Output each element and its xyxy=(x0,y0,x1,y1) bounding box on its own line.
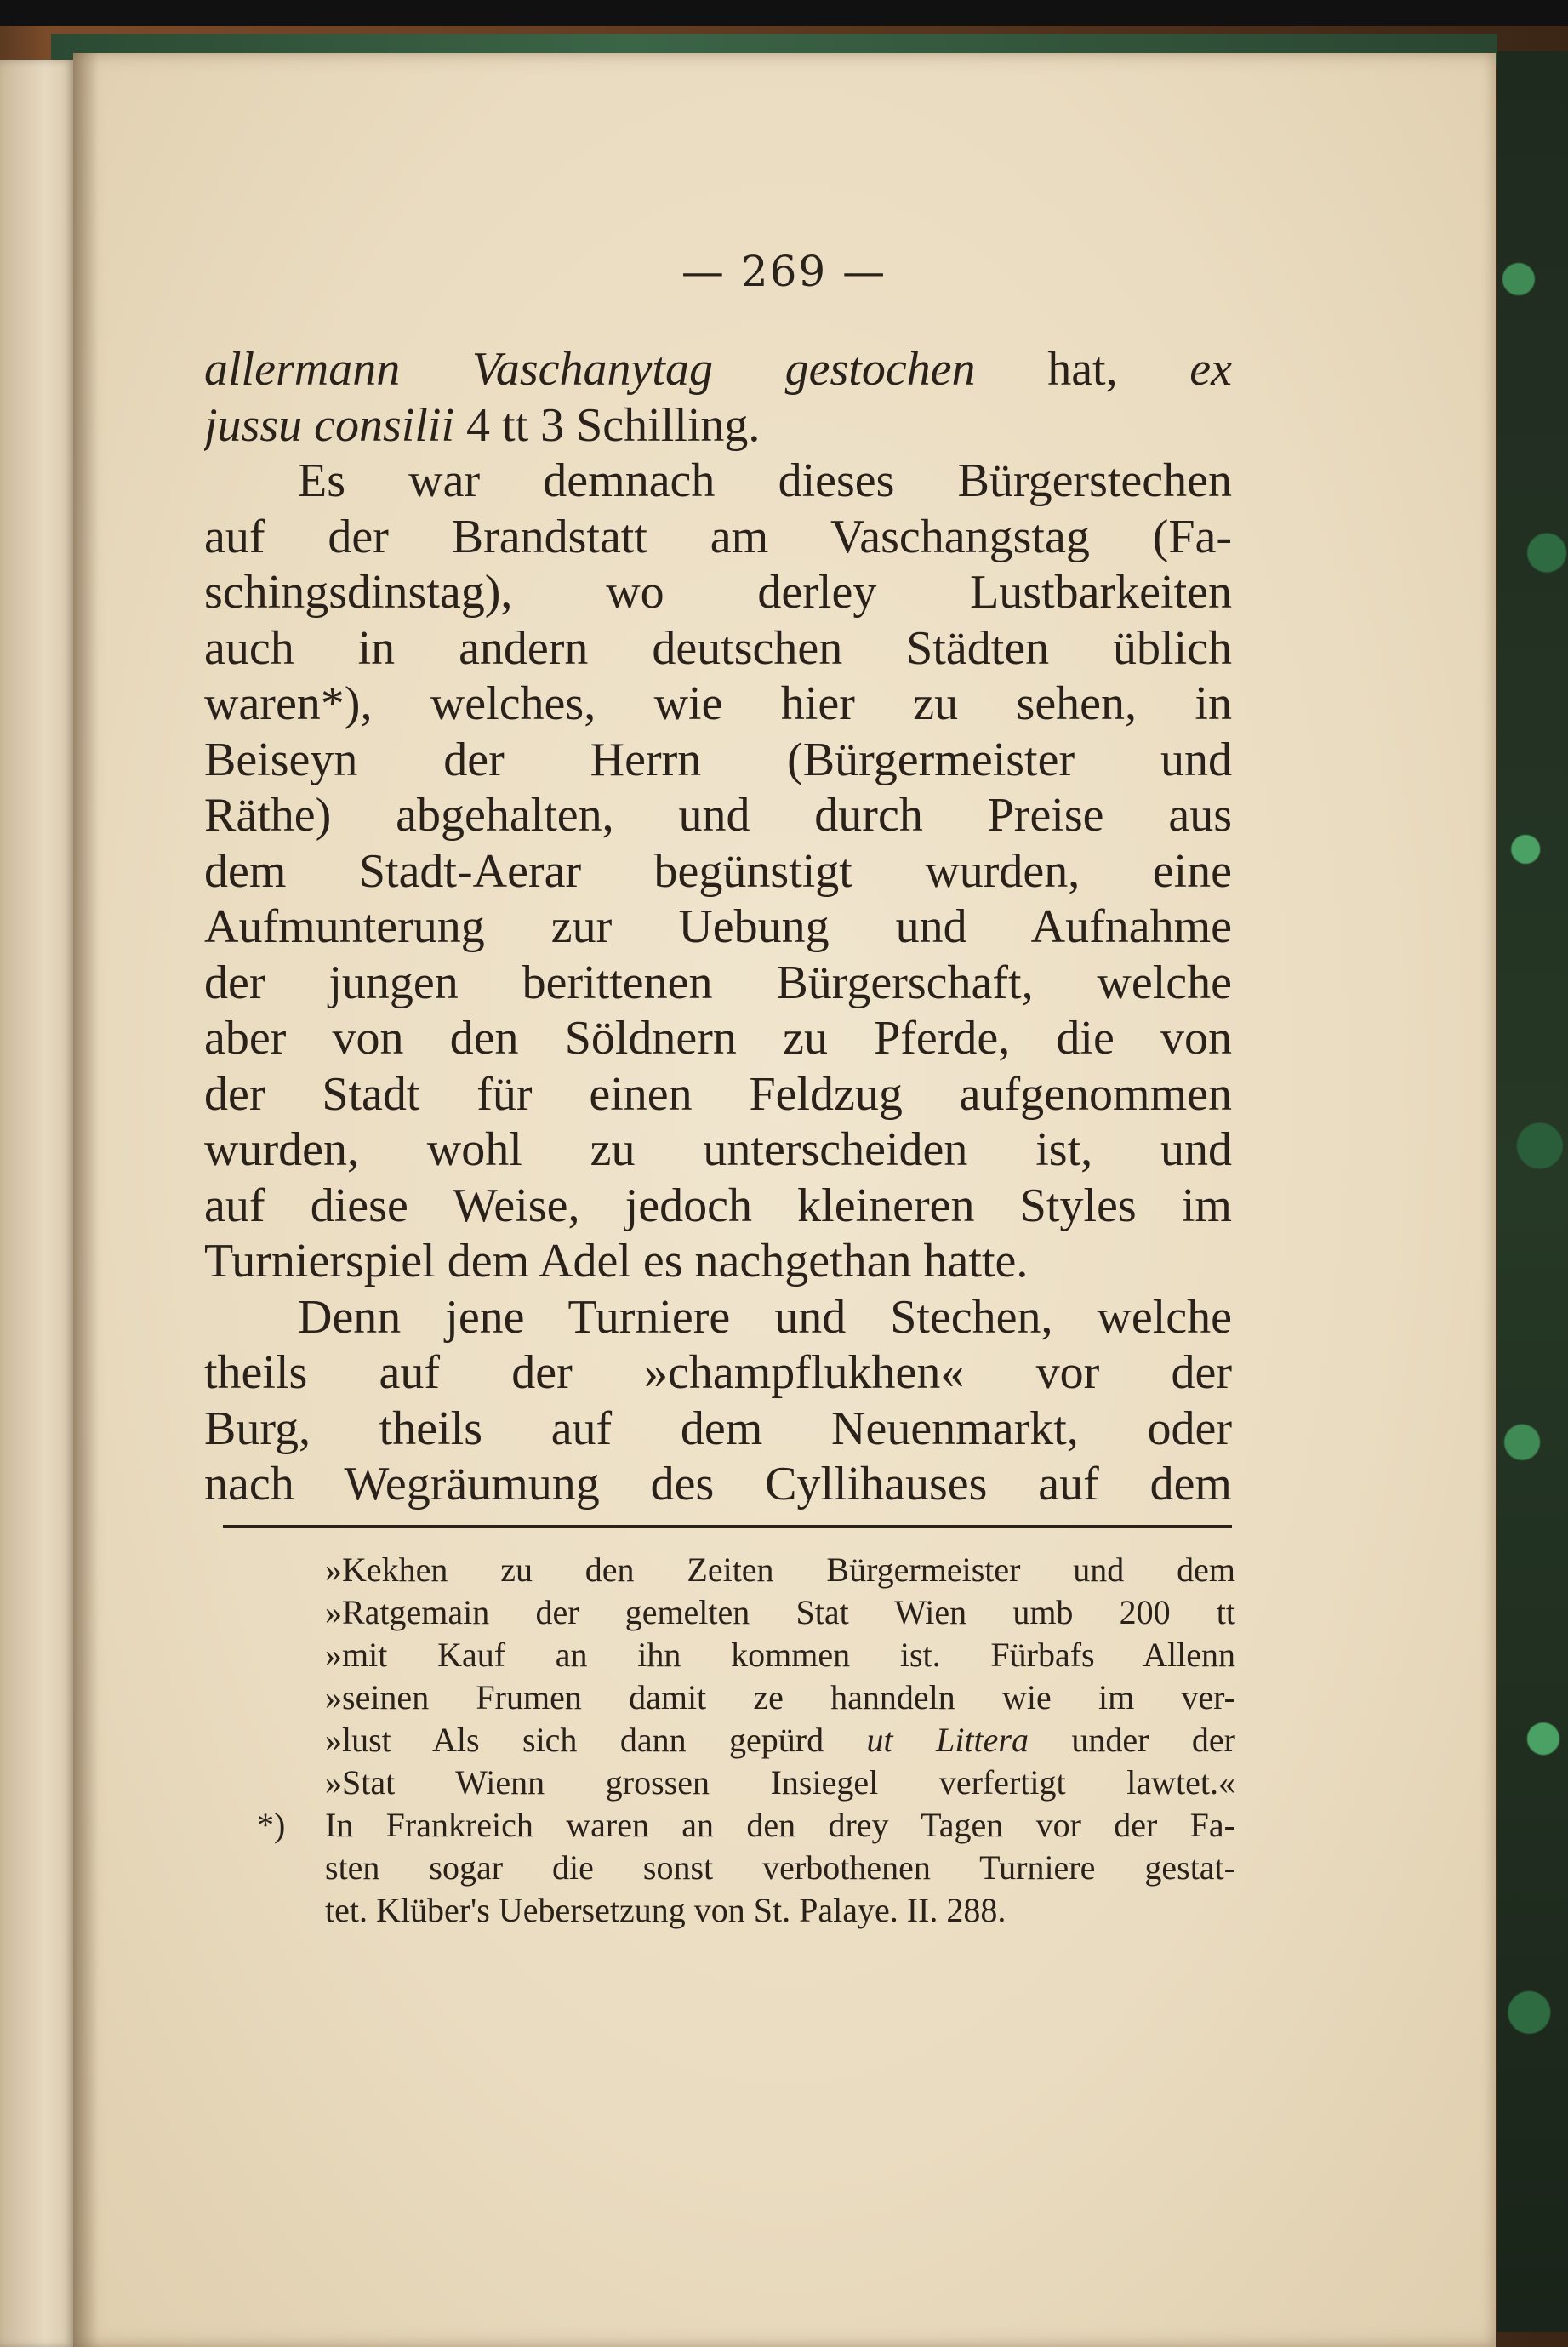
footnote-row xyxy=(223,1804,1235,1847)
text-line: theils auf der »champflukhen« vor der xyxy=(204,1346,1232,1399)
footnote-line: »seinen Frumen damit ze hanndeln wie im ver- xyxy=(325,1678,1235,1716)
footnote-rule xyxy=(223,1525,1232,1528)
footnote-row xyxy=(223,1889,1235,1932)
text-run: »lust Als sich dann gepürd xyxy=(325,1721,867,1759)
footnote-line: »mit Kauf an ihn kommen ist. Fürbafs Allenn xyxy=(325,1636,1235,1674)
footnote-line: In Frankreich waren an den drey Tagen vor der Fa- xyxy=(325,1806,1235,1844)
footnote-line: sten sogar die sonst verbothenen Turniere gestat- xyxy=(325,1848,1235,1887)
text-line: schingsdinstag), wo derley Lustbarkeiten xyxy=(204,566,1232,619)
footnote-row xyxy=(223,1847,1235,1889)
footnote-row xyxy=(223,1634,1235,1676)
text-run: under der xyxy=(1029,1721,1235,1759)
text-line: der Stadt für einen Feldzug aufgenommen xyxy=(204,1067,1232,1121)
text-line xyxy=(204,342,1232,398)
text-line: Beiseyn der Herrn (Bürgermeister und xyxy=(204,733,1232,786)
footnote-line: tet. Klüber's Uebersetzung von St. Palaye. II. 288. xyxy=(325,1891,1006,1929)
text-line: dem Stadt-Aerar begünstigt wurden, eine xyxy=(204,844,1232,898)
text-line: auf diese Weise, jedoch kleineren Styles im xyxy=(204,1179,1232,1232)
footnote-row xyxy=(223,1719,1235,1762)
text-line: wurden, wohl zu unterscheiden ist, und xyxy=(204,1123,1232,1176)
footnote-marker: *) xyxy=(257,1806,286,1844)
text-line: Burg, theils auf dem Neuenmarkt, oder xyxy=(204,1402,1232,1455)
facing-page-edge xyxy=(0,60,75,2347)
footnote-row xyxy=(223,1591,1235,1634)
text-run: hat, xyxy=(975,343,1190,396)
footnote-line: »Kekhen zu den Zeiten Bürgermeister und dem xyxy=(325,1550,1235,1589)
text-line: auch in andern deutschen Städten üblich xyxy=(204,621,1232,675)
text-line: Turnierspiel dem Adel es nachgethan hatte. xyxy=(204,1235,1029,1288)
text-line: aber von den Söldnern zu Pferde, die von xyxy=(204,1012,1232,1065)
page-number: — 269 — xyxy=(681,247,887,296)
body-text xyxy=(204,342,1232,1513)
text-line: auf der Brandstatt am Vaschangstag (Fa- xyxy=(204,510,1232,563)
text-line: Denn jene Turniere und Stechen, welche xyxy=(298,1290,1232,1344)
text-line: Es war demnach dieses Bürgerstechen xyxy=(298,454,1232,507)
footnote-row xyxy=(223,1762,1235,1804)
footnote-line: »Stat Wienn grossen Insiegel verfertigt lawtet.« xyxy=(325,1763,1235,1802)
text-run: 4 tt 3 Schilling. xyxy=(454,398,761,452)
footnote-line: »Ratgemain der gemelten Stat Wien umb 200 tt xyxy=(325,1593,1235,1631)
text-line xyxy=(204,398,1232,454)
text-line: der jungen berittenen Bürgerschaft, welche xyxy=(204,956,1232,1009)
text-line: Räthe) abgehalten, und durch Preise aus xyxy=(204,789,1232,842)
text-line: Aufmunterung zur Uebung und Aufnahme xyxy=(204,900,1232,953)
footnote-line xyxy=(223,1719,1235,1762)
footnote-row xyxy=(223,1676,1235,1719)
text-run: jussu consilii xyxy=(204,398,455,452)
text-line: waren*), welches, wie hier zu sehen, in xyxy=(204,677,1232,730)
text-run: ut Littera xyxy=(866,1721,1029,1759)
text-run: ex xyxy=(1189,343,1232,396)
text-run: allermann Vaschanytag gestochen xyxy=(204,343,976,396)
gutter-shadow xyxy=(73,53,99,2347)
marbled-cover-right xyxy=(1497,51,1568,2332)
footnotes xyxy=(223,1549,1235,1932)
text-line: nach Wegräumung des Cyllihauses auf dem xyxy=(204,1458,1232,1510)
footnote-row xyxy=(223,1549,1235,1591)
